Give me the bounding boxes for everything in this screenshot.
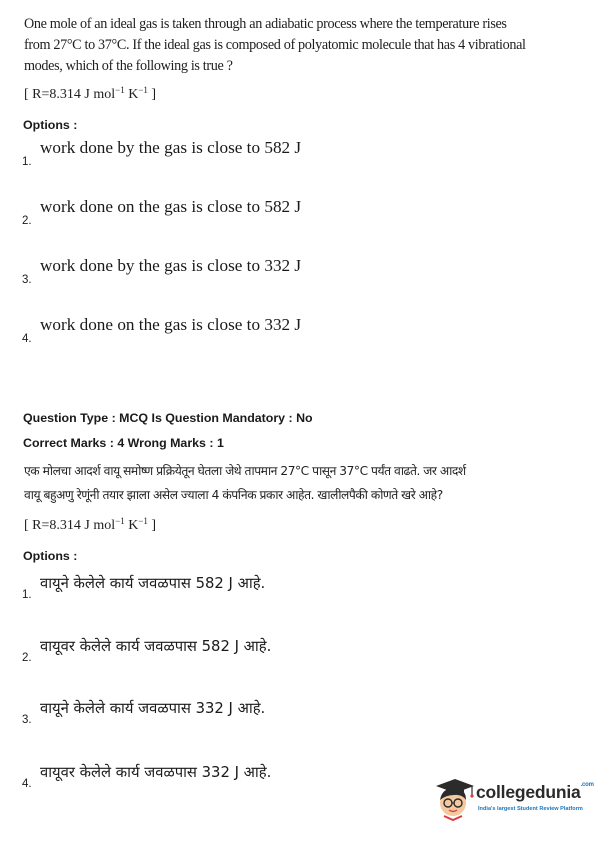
question-text-marathi: [24, 459, 574, 507]
question-line: One mole of an ideal gas is taken through an adiabatic process where the temperature rises: [24, 16, 507, 32]
gas-constant-marathi: [ R=8.314 J mol$^{-1}$ $K^{-1}$ ]: [24, 516, 157, 533]
question-line: modes, which of the following is true ?: [24, 58, 233, 74]
question-line: from 27°C to 37°C. If the ideal gas is composed of polyatomic molecule that has 4 vibrational: [24, 37, 526, 53]
option-text: work done by the gas is close to 332 J: [40, 256, 302, 275]
option-text: वायूने केलेले कार्य जवळपास 582 J आहे.: [40, 575, 266, 592]
question-line: एक मोलचा आदर्श वायू समोष्ण प्रक्रियेतून घेतला जेथे तापमान 27°C पासून 37°C पर्यंत वाढते. जर आदर्श: [24, 464, 466, 478]
option-text: work done on the gas is close to 332 J: [40, 315, 302, 334]
options-heading: Options :: [23, 549, 78, 563]
option-text: work done by the gas is close to 582 J: [40, 138, 302, 157]
gas-constant-english: [ R=8.314 J mol$^{-1}$ $K^{-1}$ ]: [24, 85, 157, 102]
option-text: work done on the gas is close to 582 J: [40, 197, 302, 216]
marks-line: Correct Marks : 4 Wrong Marks : 1: [23, 436, 224, 450]
question-text-english: [24, 14, 564, 77]
graduate-mascot-icon: [434, 776, 476, 822]
question-line: वायू बहुअणु रेणूंनी तयार झाला असेल ज्याला 4 कंपनिक प्रकार आहेत. खालीलपैकी कोणते खरे आहे?: [24, 488, 443, 502]
option-number: 2.: [22, 215, 32, 227]
option-text: वायूने केलेले कार्य जवळपास 332 J आहे.: [40, 700, 266, 717]
logo-tagline: India's largest Student Review Platform: [478, 806, 583, 812]
option-text: वायूवर केलेले कार्य जवळपास 582 J आहे.: [40, 638, 272, 655]
option-text: वायूवर केलेले कार्य जवळपास 332 J आहे.: [40, 764, 272, 781]
logo-wordmark: collegedunia$^{.com}$: [476, 782, 594, 802]
question-type-line: Question Type : MCQ Is Question Mandatory : No: [23, 411, 313, 425]
option-number: 2.: [22, 652, 32, 664]
option-number: 3.: [22, 714, 32, 726]
option-number: 4.: [22, 333, 32, 345]
option-number: 1.: [22, 156, 32, 168]
option-number: 3.: [22, 274, 32, 286]
options-heading: Options :: [23, 118, 78, 132]
option-number: 4.: [22, 778, 32, 790]
option-number: 1.: [22, 589, 32, 601]
collegedunia-logo: [434, 776, 594, 824]
